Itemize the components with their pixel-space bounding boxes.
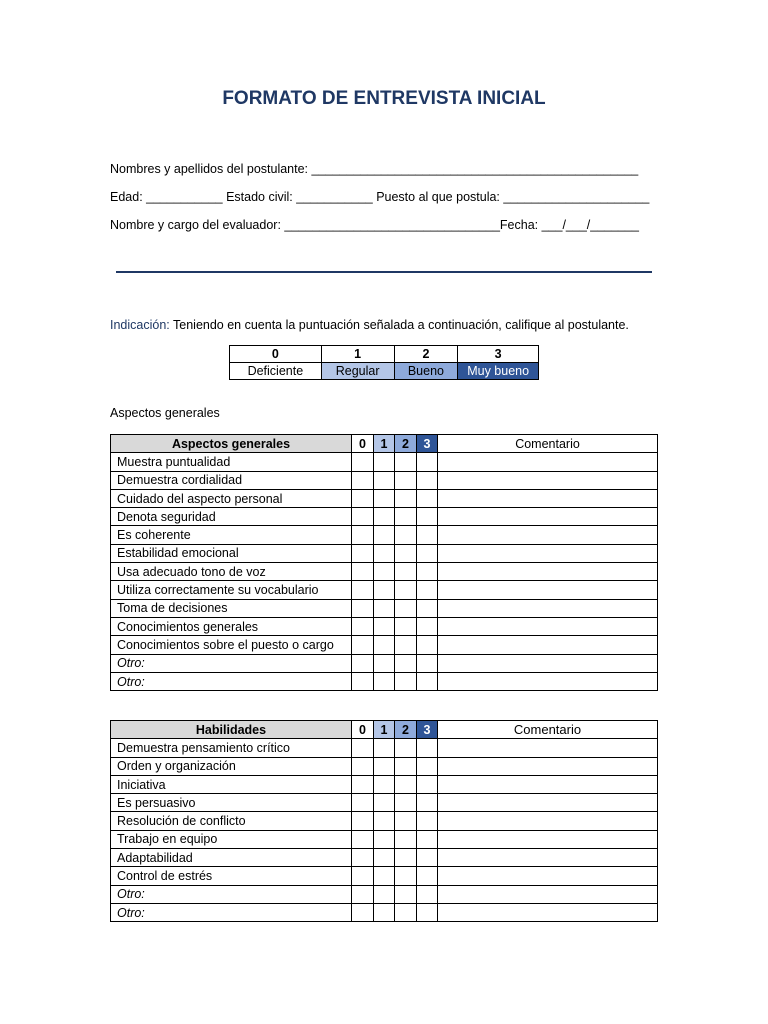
table-row <box>111 453 658 471</box>
table-row <box>111 636 658 654</box>
row-label: Adaptabilidad <box>111 849 352 867</box>
column-header-comment: Comentario <box>438 721 658 739</box>
score-cell-1[interactable] <box>374 453 395 471</box>
row-label: Demuestra pensamiento crítico <box>111 739 352 757</box>
score-cell-3[interactable] <box>417 526 438 544</box>
score-scale-table <box>229 345 539 380</box>
score-cell-1[interactable] <box>374 636 395 654</box>
age-civil-position-field: Edad: ___________ Estado civil: ___________ Puesto al que postula: _____________________ <box>110 190 650 204</box>
row-label: Orden y organización <box>111 757 352 775</box>
scale-label: Muy bueno <box>458 363 539 380</box>
score-cell-2[interactable] <box>395 636 417 654</box>
scale-number: 3 <box>458 346 539 363</box>
comment-cell[interactable] <box>438 903 658 921</box>
score-cell-3[interactable] <box>417 830 438 848</box>
score-cell-1[interactable] <box>374 885 395 903</box>
table-row <box>111 672 658 690</box>
scale-numbers-row <box>230 346 539 363</box>
table-row <box>111 617 658 635</box>
column-header-score: 3 <box>417 721 438 739</box>
column-header-score: 0 <box>352 721 374 739</box>
score-cell-2[interactable] <box>395 903 417 921</box>
score-cell-1[interactable] <box>374 599 395 617</box>
score-cell-0[interactable] <box>352 453 374 471</box>
score-cell-2[interactable] <box>395 581 417 599</box>
score-cell-1[interactable] <box>374 794 395 812</box>
score-cell-2[interactable] <box>395 830 417 848</box>
score-cell-1[interactable] <box>374 526 395 544</box>
score-cell-1[interactable] <box>374 739 395 757</box>
score-cell-3[interactable] <box>417 453 438 471</box>
scale-number: 2 <box>394 346 458 363</box>
row-label: Denota seguridad <box>111 508 352 526</box>
table-row <box>111 739 658 757</box>
row-label: Iniciativa <box>111 775 352 793</box>
score-cell-0[interactable] <box>352 830 374 848</box>
score-cell-0[interactable] <box>352 636 374 654</box>
indication-body: Teniendo en cuenta la puntuación señalada a continuación, califique al postulante. <box>169 318 629 332</box>
score-cell-0[interactable] <box>352 654 374 672</box>
score-cell-3[interactable] <box>417 599 438 617</box>
column-header-score: 2 <box>395 435 417 453</box>
table-row <box>111 563 658 581</box>
page-title: FORMATO DE ENTREVISTA INICIAL <box>222 88 546 109</box>
score-cell-0[interactable] <box>352 867 374 885</box>
score-cell-2[interactable] <box>395 599 417 617</box>
score-cell-0[interactable] <box>352 581 374 599</box>
score-cell-3[interactable] <box>417 775 438 793</box>
row-label: Conocimientos generales <box>111 617 352 635</box>
comment-cell[interactable] <box>438 471 658 489</box>
score-cell-0[interactable] <box>352 812 374 830</box>
score-cell-2[interactable] <box>395 794 417 812</box>
score-cell-2[interactable] <box>395 617 417 635</box>
score-cell-3[interactable] <box>417 794 438 812</box>
comment-cell[interactable] <box>438 636 658 654</box>
table-row <box>111 599 658 617</box>
score-cell-2[interactable] <box>395 885 417 903</box>
comment-cell[interactable] <box>438 885 658 903</box>
row-label: Trabajo en equipo <box>111 830 352 848</box>
score-cell-1[interactable] <box>374 903 395 921</box>
row-label: Es persuasivo <box>111 794 352 812</box>
score-cell-3[interactable] <box>417 654 438 672</box>
column-header-score: 2 <box>395 721 417 739</box>
score-cell-2[interactable] <box>395 739 417 757</box>
score-cell-2[interactable] <box>395 489 417 507</box>
general-aspects-table <box>110 434 658 691</box>
comment-cell[interactable] <box>438 581 658 599</box>
table-row <box>111 903 658 921</box>
score-cell-2[interactable] <box>395 471 417 489</box>
score-cell-3[interactable] <box>417 903 438 921</box>
column-header-skill: Habilidades <box>111 721 352 739</box>
table-header-row <box>111 721 658 739</box>
score-cell-3[interactable] <box>417 867 438 885</box>
score-cell-2[interactable] <box>395 775 417 793</box>
comment-cell[interactable] <box>438 563 658 581</box>
score-cell-0[interactable] <box>352 739 374 757</box>
column-header-aspect: Aspectos generales <box>111 435 352 453</box>
section-divider <box>116 271 652 273</box>
scale-number: 1 <box>321 346 394 363</box>
scale-label: Deficiente <box>230 363 322 380</box>
score-cell-3[interactable] <box>417 672 438 690</box>
score-cell-0[interactable] <box>352 794 374 812</box>
score-cell-0[interactable] <box>352 757 374 775</box>
comment-cell[interactable] <box>438 739 658 757</box>
evaluator-date-field: Nombre y cargo del evaluador: _______________________________Fecha: ___/___/_______ <box>110 218 639 232</box>
scale-number: 0 <box>230 346 322 363</box>
score-cell-3[interactable] <box>417 489 438 507</box>
comment-cell[interactable] <box>438 599 658 617</box>
score-cell-0[interactable] <box>352 471 374 489</box>
postulant-name-field: Nombres y apellidos del postulante: _______________________________________________ <box>110 162 639 176</box>
row-label: Cuidado del aspecto personal <box>111 489 352 507</box>
score-cell-2[interactable] <box>395 453 417 471</box>
table-row <box>111 581 658 599</box>
table-row <box>111 526 658 544</box>
score-cell-2[interactable] <box>395 849 417 867</box>
score-cell-1[interactable] <box>374 654 395 672</box>
row-label: Otro: <box>111 654 352 672</box>
score-cell-0[interactable] <box>352 563 374 581</box>
row-label: Otro: <box>111 885 352 903</box>
table-row <box>111 812 658 830</box>
table-row <box>111 654 658 672</box>
row-label: Control de estrés <box>111 867 352 885</box>
score-cell-0[interactable] <box>352 672 374 690</box>
row-label: Usa adecuado tono de voz <box>111 563 352 581</box>
comment-cell[interactable] <box>438 526 658 544</box>
table-row <box>111 489 658 507</box>
scale-labels-row <box>230 363 539 380</box>
score-cell-0[interactable] <box>352 849 374 867</box>
score-cell-2[interactable] <box>395 526 417 544</box>
column-header-score: 1 <box>374 721 395 739</box>
score-cell-3[interactable] <box>417 617 438 635</box>
column-header-score: 0 <box>352 435 374 453</box>
comment-cell[interactable] <box>438 508 658 526</box>
score-cell-1[interactable] <box>374 489 395 507</box>
score-cell-0[interactable] <box>352 526 374 544</box>
score-cell-3[interactable] <box>417 471 438 489</box>
score-cell-3[interactable] <box>417 563 438 581</box>
score-cell-0[interactable] <box>352 508 374 526</box>
row-label: Estabilidad emocional <box>111 544 352 562</box>
row-label: Resolución de conflicto <box>111 812 352 830</box>
score-cell-0[interactable] <box>352 885 374 903</box>
score-cell-0[interactable] <box>352 903 374 921</box>
score-cell-0[interactable] <box>352 617 374 635</box>
score-cell-3[interactable] <box>417 636 438 654</box>
comment-cell[interactable] <box>438 453 658 471</box>
score-cell-3[interactable] <box>417 849 438 867</box>
table-row <box>111 794 658 812</box>
row-label: Otro: <box>111 672 352 690</box>
row-label: Demuestra cordialidad <box>111 471 352 489</box>
comment-cell[interactable] <box>438 757 658 775</box>
score-cell-3[interactable] <box>417 812 438 830</box>
score-cell-2[interactable] <box>395 757 417 775</box>
score-cell-1[interactable] <box>374 563 395 581</box>
skills-table <box>110 720 658 922</box>
score-cell-2[interactable] <box>395 654 417 672</box>
comment-cell[interactable] <box>438 654 658 672</box>
table-row <box>111 867 658 885</box>
score-cell-0[interactable] <box>352 489 374 507</box>
row-label: Otro: <box>111 903 352 921</box>
score-cell-2[interactable] <box>395 867 417 885</box>
score-cell-3[interactable] <box>417 885 438 903</box>
score-cell-1[interactable] <box>374 544 395 562</box>
table-row <box>111 775 658 793</box>
table-row <box>111 471 658 489</box>
table-row <box>111 849 658 867</box>
score-cell-1[interactable] <box>374 757 395 775</box>
score-cell-1[interactable] <box>374 617 395 635</box>
row-label: Toma de decisiones <box>111 599 352 617</box>
score-cell-0[interactable] <box>352 599 374 617</box>
score-cell-1[interactable] <box>374 508 395 526</box>
row-label: Conocimientos sobre el puesto o cargo <box>111 636 352 654</box>
score-cell-2[interactable] <box>395 672 417 690</box>
score-cell-1[interactable] <box>374 867 395 885</box>
scale-label: Regular <box>321 363 394 380</box>
score-cell-0[interactable] <box>352 544 374 562</box>
table-header-row <box>111 435 658 453</box>
indication-label: Indicación: <box>110 318 170 332</box>
score-cell-3[interactable] <box>417 508 438 526</box>
row-label: Utiliza correctamente su vocabulario <box>111 581 352 599</box>
comment-cell[interactable] <box>438 489 658 507</box>
score-cell-1[interactable] <box>374 849 395 867</box>
table-row <box>111 885 658 903</box>
indication-text <box>110 318 629 332</box>
score-cell-1[interactable] <box>374 581 395 599</box>
table-row <box>111 544 658 562</box>
comment-cell[interactable] <box>438 617 658 635</box>
comment-cell[interactable] <box>438 830 658 848</box>
score-cell-2[interactable] <box>395 812 417 830</box>
score-cell-2[interactable] <box>395 508 417 526</box>
comment-cell[interactable] <box>438 794 658 812</box>
comment-cell[interactable] <box>438 849 658 867</box>
score-cell-1[interactable] <box>374 830 395 848</box>
comment-cell[interactable] <box>438 544 658 562</box>
score-cell-3[interactable] <box>417 581 438 599</box>
row-label: Es coherente <box>111 526 352 544</box>
comment-cell[interactable] <box>438 867 658 885</box>
section-label: Aspectos generales <box>110 406 220 420</box>
comment-cell[interactable] <box>438 672 658 690</box>
score-cell-2[interactable] <box>395 544 417 562</box>
score-cell-2[interactable] <box>395 563 417 581</box>
score-cell-1[interactable] <box>374 775 395 793</box>
row-label: Muestra puntualidad <box>111 453 352 471</box>
comment-cell[interactable] <box>438 812 658 830</box>
score-cell-3[interactable] <box>417 739 438 757</box>
column-header-score: 1 <box>374 435 395 453</box>
column-header-comment: Comentario <box>438 435 658 453</box>
table-row <box>111 508 658 526</box>
scale-label: Bueno <box>394 363 458 380</box>
table-row <box>111 830 658 848</box>
score-cell-3[interactable] <box>417 757 438 775</box>
column-header-score: 3 <box>417 435 438 453</box>
comment-cell[interactable] <box>438 775 658 793</box>
score-cell-1[interactable] <box>374 471 395 489</box>
score-cell-0[interactable] <box>352 775 374 793</box>
score-cell-1[interactable] <box>374 812 395 830</box>
table-row <box>111 757 658 775</box>
score-cell-1[interactable] <box>374 672 395 690</box>
score-cell-3[interactable] <box>417 544 438 562</box>
